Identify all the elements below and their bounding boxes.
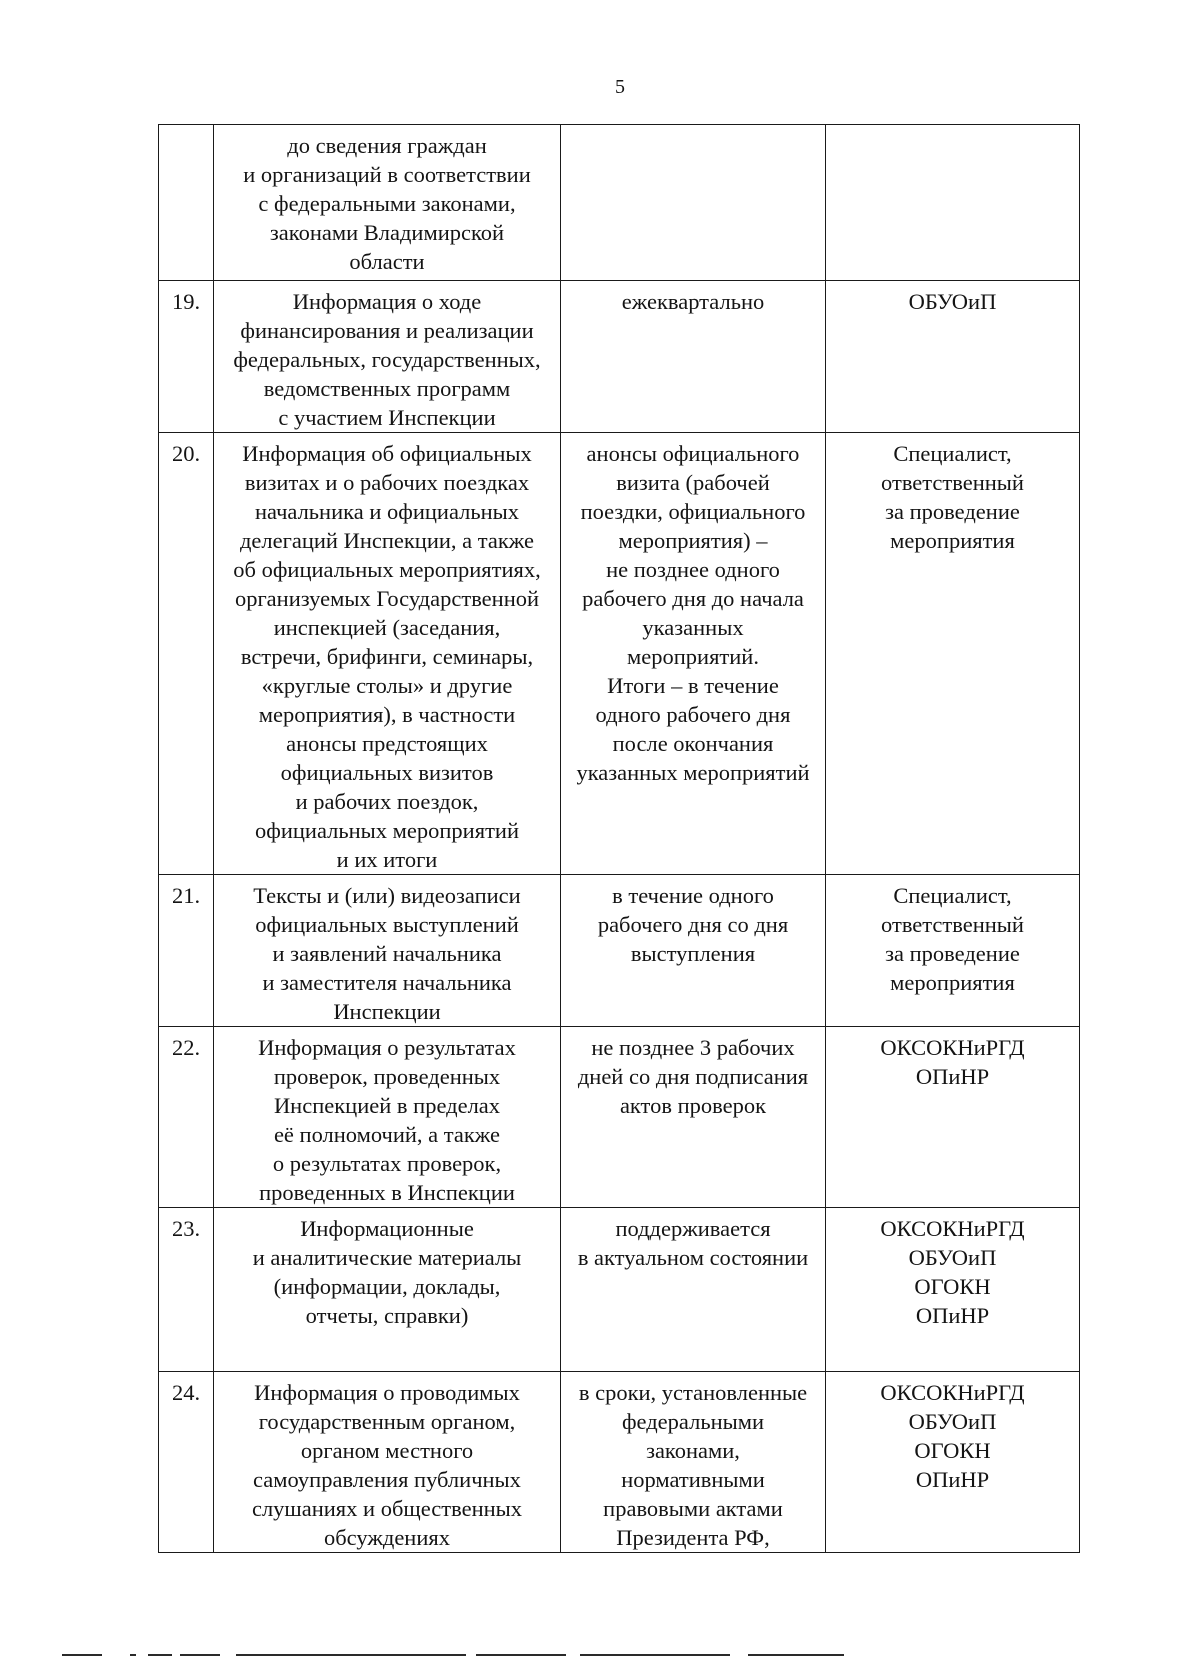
responsible-cell: Специалист, ответственный за проведение мероприятия [826, 433, 1080, 875]
row-number: 23. [159, 1208, 214, 1372]
period-cell: в течение одного рабочего дня со дня выступления [561, 875, 826, 1027]
period-cell [561, 125, 826, 281]
table-row [159, 875, 1080, 1027]
table-row [159, 1027, 1080, 1208]
row-number [159, 125, 214, 281]
period-cell: поддерживается в актуальном состоянии [561, 1208, 826, 1372]
table-row [159, 1208, 1080, 1372]
responsible-cell: ОКСОКНиРГД ОБУОиП ОГОКН ОПиНР [826, 1372, 1080, 1553]
table-row [159, 281, 1080, 433]
information-cell: Информация об официальных визитах и о рабочих поездках начальника и официальных делегаций Инспекции, а также об официальных мероприятиях, организуемых Государственной инспекцией (заседания, встречи, брифинги, семинары, «круглые столы» и другие мероприятия), в частности анонсы предстоящих официальных визитов и рабочих поездок, официальных мероприятий и их итоги [214, 433, 561, 875]
row-number: 22. [159, 1027, 214, 1208]
information-cell: Информация о ходе финансирования и реализации федеральных, государственных, ведомственных программ с участием Инспекции [214, 281, 561, 433]
responsible-cell: Специалист, ответственный за проведение мероприятия [826, 875, 1080, 1027]
page-number: 5 [615, 76, 625, 98]
period-cell: ежеквартально [561, 281, 826, 433]
information-cell: Информация о результатах проверок, проведенных Инспекцией в пределах её полномочий, а также о результатах проверок, проведенных в Инспекции [214, 1027, 561, 1208]
information-table [158, 124, 1080, 1553]
table-row [159, 433, 1080, 875]
responsible-cell: ОКСОКНиРГД ОБУОиП ОГОКН ОПиНР [826, 1208, 1080, 1372]
period-cell: анонсы официального визита (рабочей поездки, официального мероприятия) – не позднее одного рабочего дня до начала указанных мероприятий. Итоги – в течение одного рабочего дня после окончания указанных мероприятий [561, 433, 826, 875]
responsible-cell [826, 125, 1080, 281]
row-number: 24. [159, 1372, 214, 1553]
information-cell: Информационные и аналитические материалы (информации, доклады, отчеты, справки) [214, 1208, 561, 1372]
period-cell: в сроки, установленные федеральными законами, нормативными правовыми актами Президента РФ, [561, 1372, 826, 1553]
row-number: 21. [159, 875, 214, 1027]
row-number: 19. [159, 281, 214, 433]
scan-footer-lines [0, 1654, 1200, 1660]
information-cell: Информация о проводимых государственным органом, органом местного самоуправления публичных слушаниях и общественных обсуждениях [214, 1372, 561, 1553]
row-number: 20. [159, 433, 214, 875]
table-row [159, 125, 1080, 281]
information-cell: до сведения граждан и организаций в соответствии с федеральными законами, законами Владимирской области [214, 125, 561, 281]
responsible-cell: ОБУОиП [826, 281, 1080, 433]
responsible-cell: ОКСОКНиРГД ОПиНР [826, 1027, 1080, 1208]
table-row [159, 1372, 1080, 1553]
information-cell: Тексты и (или) видеозаписи официальных выступлений и заявлений начальника и заместителя начальника Инспекции [214, 875, 561, 1027]
period-cell: не позднее 3 рабочих дней со дня подписания актов проверок [561, 1027, 826, 1208]
